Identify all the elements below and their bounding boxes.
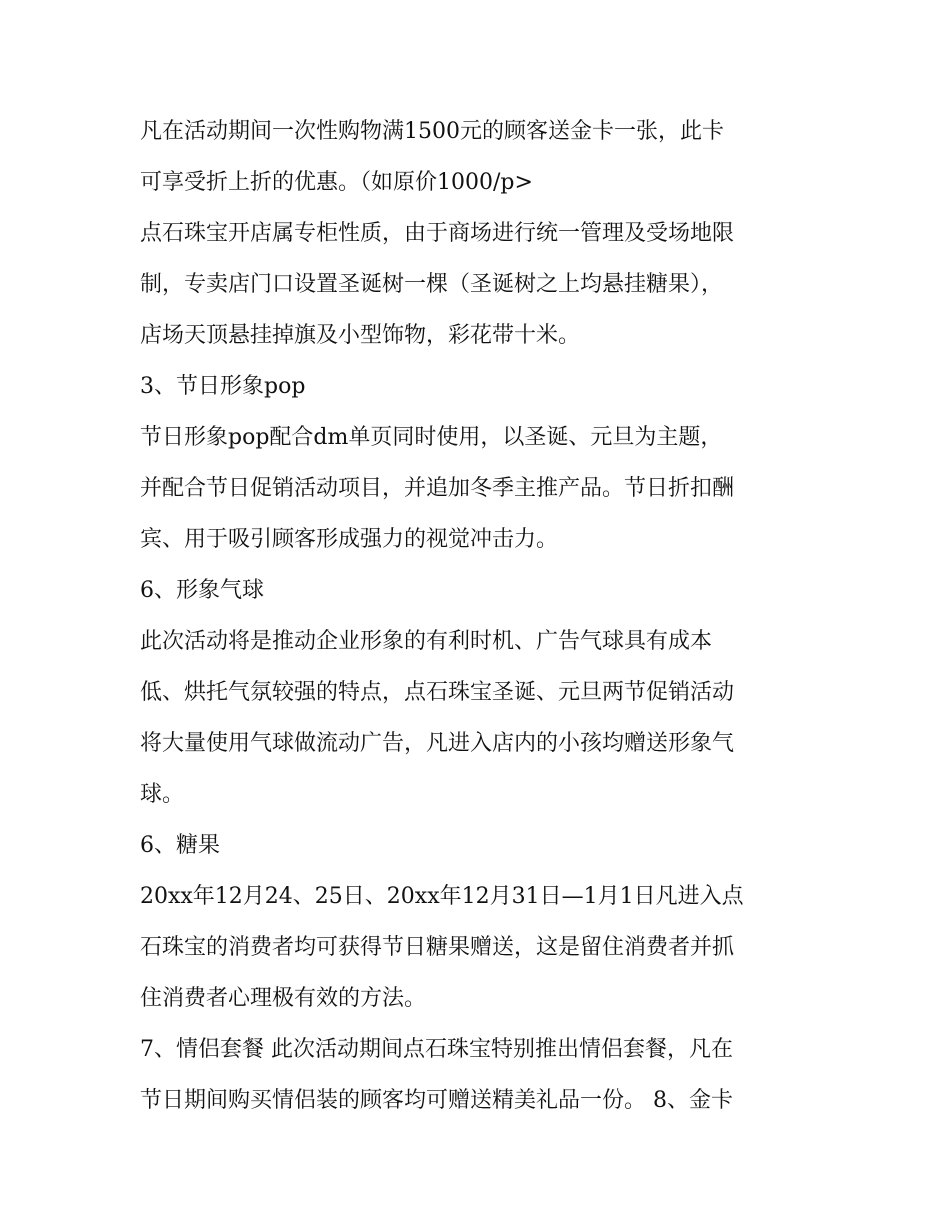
text-line: 可享受折上折的优惠。（如原价1000/p> xyxy=(140,170,533,195)
text-line: 点石珠宝开店属专柜性质，由于商场进行统一管理及受场地限 xyxy=(140,221,735,246)
document-body xyxy=(140,106,820,1126)
text-line: 并配合节日促销活动项目，并追加冬季主推产品。节日折扣酬 xyxy=(140,476,735,501)
text-line: 节日形象pop配合dm单页同时使用，以圣诞、元旦为主题， xyxy=(140,425,723,450)
section-heading: 3、节日形象pop xyxy=(140,374,306,399)
text-line: 制，专卖店门口设置圣诞树一棵（圣诞树之上均悬挂糖果）， xyxy=(140,272,724,297)
text-line: 宾、用于吸引顾客形成强力的视觉冲击力。 xyxy=(140,527,559,552)
text-line: 店场天顶悬挂掉旗及小型饰物，彩花带十米。 xyxy=(140,323,581,348)
section-heading: 6、糖果 xyxy=(140,833,220,858)
text-line: 将大量使用气球做流动广告，凡进入店内的小孩均赠送形象气 xyxy=(140,731,735,756)
text-line: 石珠宝的消费者均可获得节日糖果赠送，这是留住消费者并抓 xyxy=(140,935,735,960)
text-line: 球。 xyxy=(140,782,185,807)
text-line: 凡在活动期间一次性购物满1500元的顾客送金卡一张，此卡 xyxy=(140,119,724,144)
text-line: 住消费者心理极有效的方法。 xyxy=(140,986,427,1011)
section-heading: 7、情侣套餐 此次活动期间点石珠宝特别推出情侣套餐，凡在 xyxy=(140,1037,733,1062)
text-line: 20xx年12月24、25日、20xx年12月31日—1月1日凡进入点 xyxy=(140,884,744,909)
text-line: 此次活动将是推动企业形象的有利时机、广告气球具有成本 xyxy=(140,629,713,654)
text-line: 节日期间购买情侣装的顾客均可赠送精美礼品一份。 8、金卡 xyxy=(140,1088,733,1113)
text-line: 低、烘托气氛较强的特点，点石珠宝圣诞、元旦两节促销活动 xyxy=(140,680,735,705)
section-heading: 6、形象气球 xyxy=(140,578,264,603)
